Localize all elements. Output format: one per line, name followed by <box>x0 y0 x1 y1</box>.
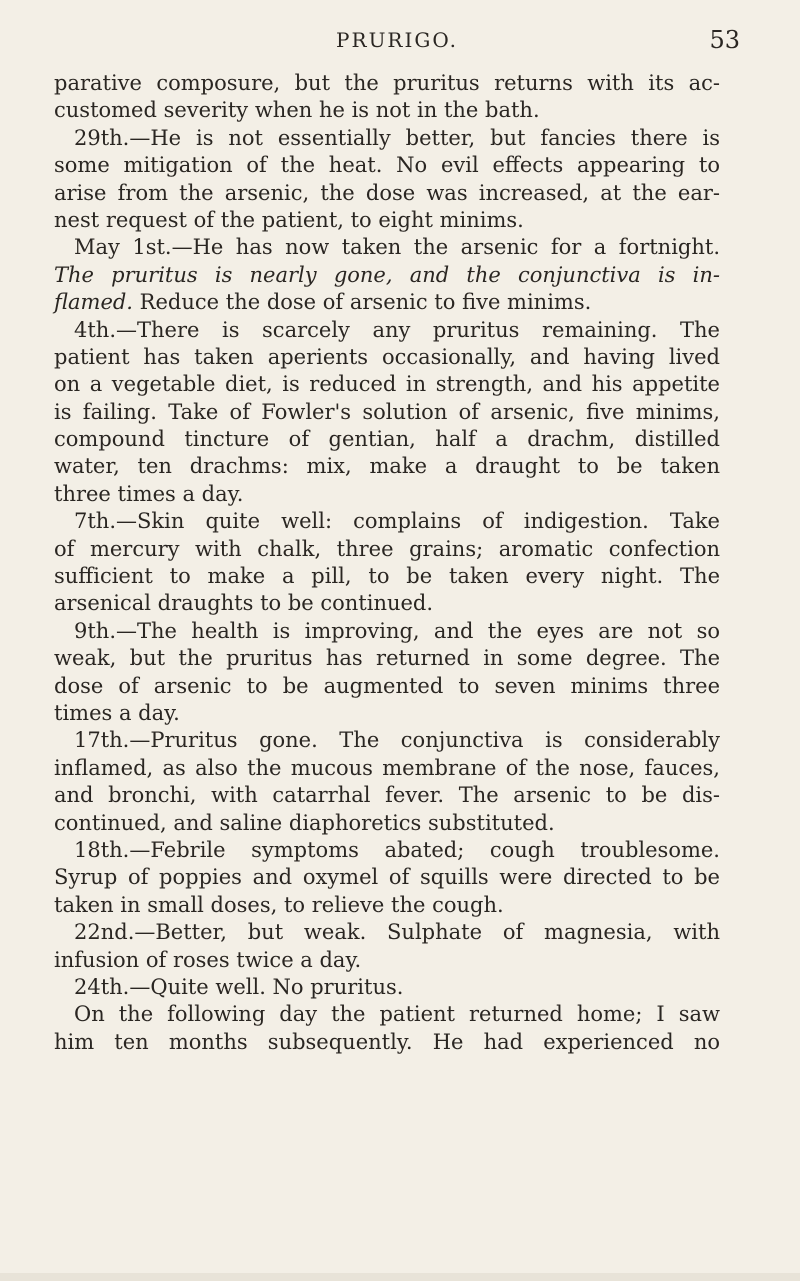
text-line: The pruritus is nearly gone, and the conjunctiva is in- <box>54 262 720 287</box>
body-text <box>54 70 720 1056</box>
text-line: nest request of the patient, to eight minims. <box>54 207 524 232</box>
text-line: 9th.—The health is improving, and the eyes are not so <box>74 618 720 643</box>
text-line: arise from the arsenic, the dose was increased, at the ear- <box>54 180 720 205</box>
text-line: sufficient to make a pill, to be taken every night. The <box>54 564 720 589</box>
text-line: is failing. Take of Fowler's solution of arsenic, five minims, <box>54 399 720 424</box>
text-line: water, ten drachms: mix, make a draught to be taken <box>54 454 720 479</box>
text-line-part: flamed. <box>54 290 133 315</box>
text-line: on a vegetable diet, is reduced in strength, and his appetite <box>54 372 720 397</box>
text-line: continued, and saline diaphoretics substituted. <box>54 810 555 835</box>
text-line: 22nd.—Better, but weak. Sulphate of magnesia, with <box>74 920 720 945</box>
text-line: taken in small doses, to relieve the cough. <box>54 892 504 917</box>
text-line-part: Reduce the dose of arsenic to five minims. <box>133 290 592 315</box>
text-line: three times a day. <box>54 481 244 506</box>
text-line: inflamed, as also the mucous membrane of the nose, fauces, <box>54 755 720 780</box>
text-line: On the following day the patient returned home; I saw <box>74 1002 720 1027</box>
text-line: May 1st.—He has now taken the arsenic for a fortnight. <box>74 235 720 260</box>
text-line: some mitigation of the heat. No evil effects appearing to <box>54 153 720 178</box>
text-line: 18th.—Febrile symptoms abated; cough troublesome. <box>74 837 720 862</box>
text-line: 24th.—Quite well. No pruritus. <box>74 974 404 999</box>
text-line: dose of arsenic to be augmented to seven minims three <box>54 673 720 698</box>
text-line: arsenical draughts to be continued. <box>54 591 434 616</box>
text-line: Syrup of poppies and oxymel of squills were directed to be <box>54 865 720 890</box>
page-bottom-edge <box>0 1273 800 1281</box>
text-line: 17th.—Pruritus gone. The conjunctiva is considerably <box>74 728 720 753</box>
running-title: PRURIGO. <box>336 28 458 52</box>
text-line: times a day. <box>54 700 180 725</box>
text-line: 4th.—There is scarcely any pruritus remaining. The <box>74 317 720 342</box>
text-line: 29th.—He is not essentially better, but fancies there is <box>74 125 720 150</box>
text-line: 7th.—Skin quite well: complains of indigestion. Take <box>74 509 720 534</box>
text-line: weak, but the pruritus has returned in some degree. The <box>54 646 720 671</box>
text-line: parative composure, but the pruritus returns with its ac- <box>54 71 720 95</box>
text-line: compound tincture of gentian, half a drachm, distilled <box>54 427 720 452</box>
text-line: customed severity when he is not in the bath. <box>54 98 540 123</box>
text-line: patient has taken aperients occasionally, and having lived <box>54 344 720 369</box>
text-line: him ten months subsequently. He had experienced no <box>54 1029 720 1054</box>
page-header <box>54 26 740 58</box>
text-line: of mercury with chalk, three grains; aromatic confection <box>54 536 720 561</box>
text-line: infusion of roses twice a day. <box>54 947 362 972</box>
text-line <box>54 289 720 316</box>
page-number: 53 <box>709 26 740 54</box>
text-line: and bronchi, with catarrhal fever. The arsenic to be dis- <box>54 783 720 808</box>
